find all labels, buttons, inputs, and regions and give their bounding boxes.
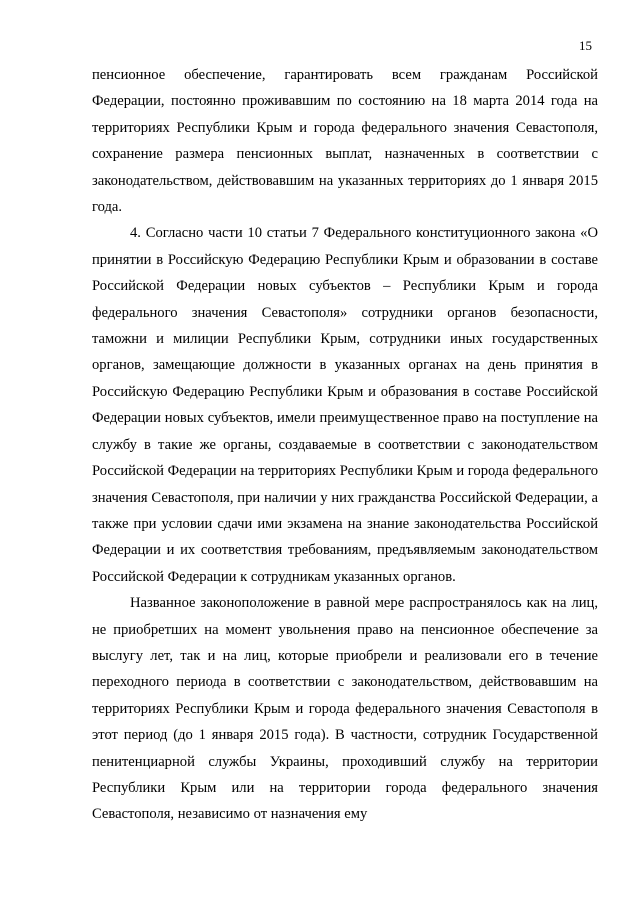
document-body <box>92 62 598 828</box>
paragraph-provision-scope: Названное законоположение в равной мере распространялось как на лиц, не приобретших на момент увольнения право на пенсионное обеспечение за выслугу лет, так и на лиц, которые приобрели и реализовали его в течение переходного периода в соответствии с законодательством, действовавшим на территориях Республики Крым и города федерального значения Севастополя в этот период (до 1 января 2015 года). В частности, сотрудник Государственной пенитенциарной службы Украины, проходивший службу на территории Республики Крым или на территории города федерального значения Севастополя, независимо от назначения ему <box>92 595 598 823</box>
paragraph-continuation: пенсионное обеспечение, гарантировать всем гражданам Российской Федерации, постоянно проживавшим по состоянию на 18 марта 2014 года на территориях Республики Крым и города федерального значения Севастополя, сохранение размера пенсионных выплат, назначенных в соответствии с законодательством, действовавшим на указанных территориях до 1 января 2015 года. <box>92 67 598 216</box>
page-number: 15 <box>579 38 592 53</box>
paragraph-item-4: 4. Согласно части 10 статьи 7 Федерального конституционного закона «О принятии в Российскую Федерацию Республики Крым и образовании в составе Российской Федерации новых субъектов – Республики Крым и города федерального значения Севастополя» сотрудники органов безопасности, таможни и милиции Республики Крым, сотрудники иных государственных органов, замещающие должности в указанных органах на день принятия в Российскую Федерацию Республики Крым и образования в составе Российской Федерации новых субъектов, имели преимущественное право на поступление на службу в такие же органы, создаваемые в соответствии с законодательством Российской Федерации на территориях Республики Крым и города федерального значения Севастополя, при наличии у них гражданства Российской Федерации, а также при условии сдачи ими экзамена на знание законодательства Российской Федерации и их соответствия требованиям, предъявляемым законодательством Российской Федерации к сотрудникам указанных органов. <box>92 225 598 585</box>
